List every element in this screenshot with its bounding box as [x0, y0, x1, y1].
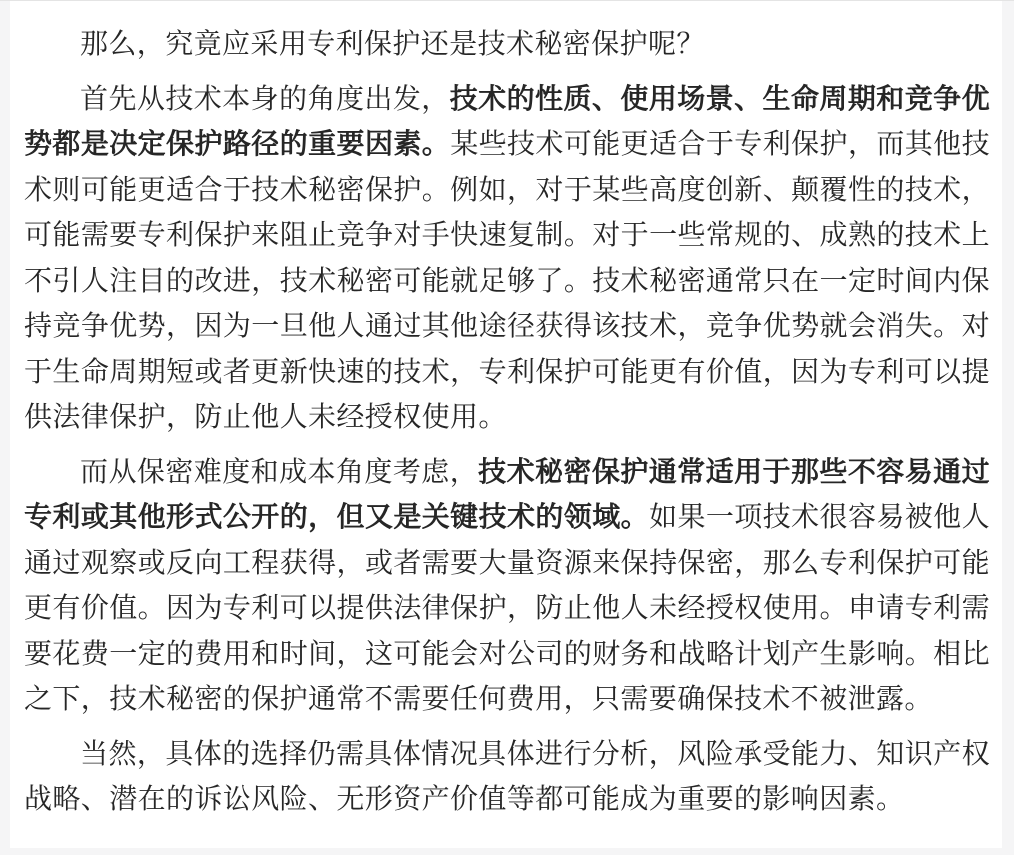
paragraph: [24, 731, 990, 822]
paragraph: [24, 76, 990, 440]
text-segment: 而从保密难度和成本角度考虑，: [80, 455, 479, 487]
bold-text-segment: 技术秘密保护通常适用于那些不容易通过专利或其他形式公开的，但又是关键技术的领域。: [24, 455, 990, 532]
text-segment: 某些技术可能更适合于专利保护，而其他技术则可能更适合于技术秘密保护。例如，对于某些高度创新、颠覆性的技术，可能需要专利保护来阻止竞争对手快速复制。对于一些常规的、成熟的技术上不引人注目的改进，技术秘密可能就足够了。技术秘密通常只在一定时间内保持竞争优势，因为一旦他人通过其他途径获得该技术，竞争优势就会消失。对于生命周期短或者更新快速的技术，专利保护可能更有价值，因为专利可以提供法律保护，防止他人未经授权使用。: [24, 128, 990, 432]
bold-text-segment: 技术的性质、使用场景、生命周期和竞争优势都是决定保护路径的重要因素。: [24, 82, 990, 159]
paragraph: [24, 21, 990, 67]
text-segment: 那么，究竟应采用专利保护还是技术秘密保护呢？: [80, 28, 705, 59]
article-body: [10, 1, 1002, 848]
paragraph: [24, 449, 990, 722]
text-segment: 首先从技术本身的角度出发，: [80, 82, 450, 114]
text-segment: 当然，具体的选择仍需具体情况具体进行分析，风险承受能力、知识产权战略、潜在的诉讼风险、无形资产价值等都可能成为重要的影响因素。: [24, 737, 990, 814]
text-segment: 如果一项技术很容易被他人通过观察或反向工程获得，或者需要大量资源来保持保密，那么专利保护可能更有价值。因为专利可以提供法律保护，防止他人未经授权使用。申请专利需要花费一定的费用和时间，这可能会对公司的财务和战略计划产生影响。相比之下，技术秘密的保护通常不需要任何费用，只需要确保技术不被泄露。: [24, 501, 990, 714]
